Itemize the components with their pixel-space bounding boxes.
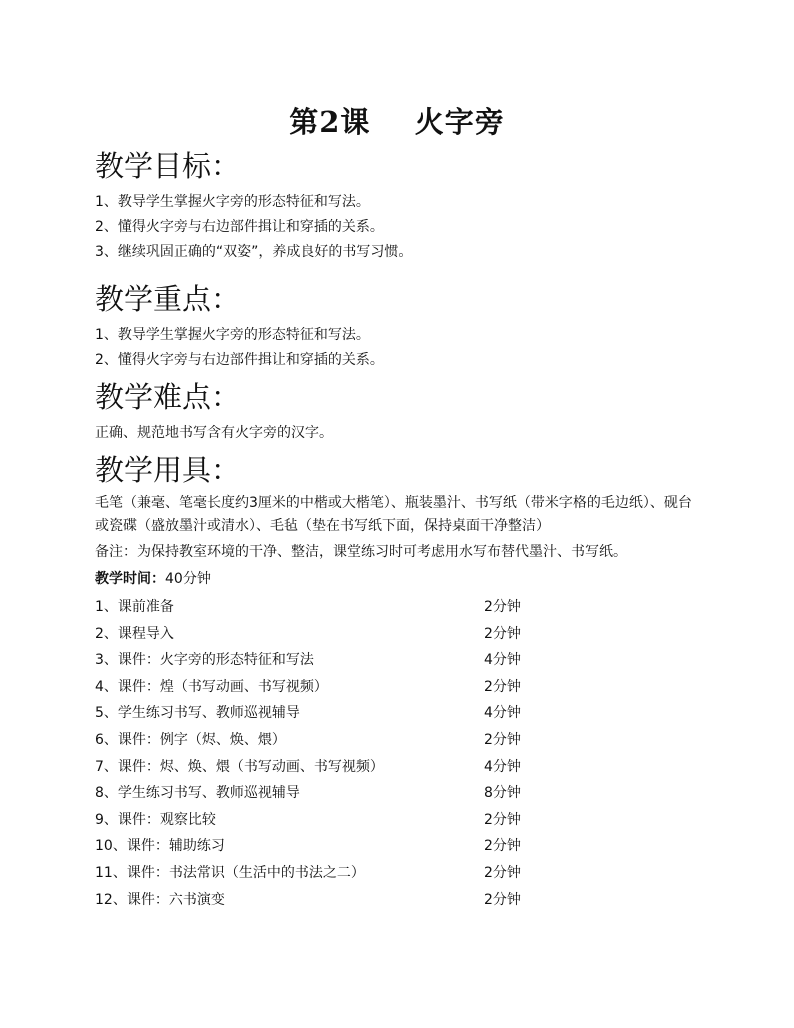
schedule-step: 3、课件：火字旁的形态特征和写法 xyxy=(95,652,314,669)
schedule-duration: 8分钟 xyxy=(484,785,521,802)
schedule-row xyxy=(95,780,735,807)
tools-section xyxy=(95,452,735,564)
objectives-heading: 教学目标： xyxy=(95,149,241,183)
schedule-step: 4、课件：煌（书写动画、书写视频） xyxy=(95,678,328,695)
key-points-section xyxy=(95,281,735,373)
schedule-row xyxy=(95,674,735,701)
lesson-title: 第2课 火字旁 xyxy=(289,105,505,139)
schedule-duration: 4分钟 xyxy=(484,705,521,722)
schedule-step: 6、课件：例字（烬、焕、煨） xyxy=(95,731,286,748)
schedule-row xyxy=(95,833,735,860)
schedule-row xyxy=(95,860,735,887)
schedule-duration: 2分钟 xyxy=(484,678,521,695)
schedule-duration: 2分钟 xyxy=(484,864,521,881)
schedule-duration: 4分钟 xyxy=(484,652,521,669)
difficulties-section xyxy=(95,379,735,446)
objective-item: 2、懂得火字旁与右边部件揖让和穿插的关系。 xyxy=(95,219,384,235)
schedule-row xyxy=(95,887,735,914)
objective-item: 1、教导学生掌握火字旁的形态特征和写法。 xyxy=(95,194,370,210)
difficulties-heading: 教学难点： xyxy=(95,380,241,414)
schedule-step: 1、课前准备 xyxy=(95,599,174,615)
key-point-item: 1、教导学生掌握火字旁的形态特征和写法。 xyxy=(95,327,370,343)
schedule-step: 5、学生练习书写、教师巡视辅导 xyxy=(95,705,300,722)
tools-text: 毛笔（兼毫、笔毫长度约3厘米的中楷或大楷笔）、瓶装墨汁、书写纸（带米字格的毛边纸）、砚台或瓷碟（盛放墨汁或清水）、毛毡（垫在书写纸下面，保持桌面干净整洁） xyxy=(95,495,692,534)
schedule-row xyxy=(95,754,735,781)
schedule-duration: 2分钟 xyxy=(484,811,521,828)
schedule-row xyxy=(95,621,735,648)
key-points-heading: 教学重点： xyxy=(95,282,241,316)
schedule-step: 9、课件：观察比较 xyxy=(95,811,216,828)
schedule-row xyxy=(95,727,735,754)
schedule-duration: 2分钟 xyxy=(484,625,521,642)
schedule-row xyxy=(95,807,735,834)
schedule-section xyxy=(95,567,735,913)
schedule-duration: 4分钟 xyxy=(484,758,521,775)
schedule-duration: 2分钟 xyxy=(484,891,521,908)
tools-note: 备注：为保持教室环境的干净、整洁，课堂练习时可考虑用水写布替代墨汁、书写纸。 xyxy=(95,544,627,560)
difficulty-item: 正确、规范地书写含有火字旁的汉字。 xyxy=(95,425,333,441)
schedule-header xyxy=(95,567,735,592)
schedule-duration: 2分钟 xyxy=(484,838,521,855)
schedule-row xyxy=(95,700,735,727)
schedule-step: 8、学生练习书写、教师巡视辅导 xyxy=(95,785,300,802)
objectives-section xyxy=(95,148,735,265)
schedule-duration: 2分钟 xyxy=(484,731,521,748)
schedule-duration: 2分钟 xyxy=(484,599,521,615)
objective-item: 3、继续巩固正确的“双姿”，养成良好的书写习惯。 xyxy=(95,244,413,260)
schedule-step: 2、课程导入 xyxy=(95,625,174,642)
schedule-step: 12、课件：六书演变 xyxy=(95,891,225,908)
schedule-row xyxy=(95,594,735,621)
schedule-label: 教学时间： xyxy=(95,571,165,587)
schedule-total: 40分钟 xyxy=(165,571,211,587)
key-point-item: 2、懂得火字旁与右边部件揖让和穿插的关系。 xyxy=(95,352,384,368)
tools-heading: 教学用具： xyxy=(95,453,241,487)
schedule-step: 10、课件：辅助练习 xyxy=(95,838,225,855)
schedule-step: 7、课件：烬、焕、煨（书写动画、书写视频） xyxy=(95,758,384,775)
schedule-row xyxy=(95,647,735,674)
schedule-step: 11、课件：书法常识（生活中的书法之二） xyxy=(95,864,365,881)
